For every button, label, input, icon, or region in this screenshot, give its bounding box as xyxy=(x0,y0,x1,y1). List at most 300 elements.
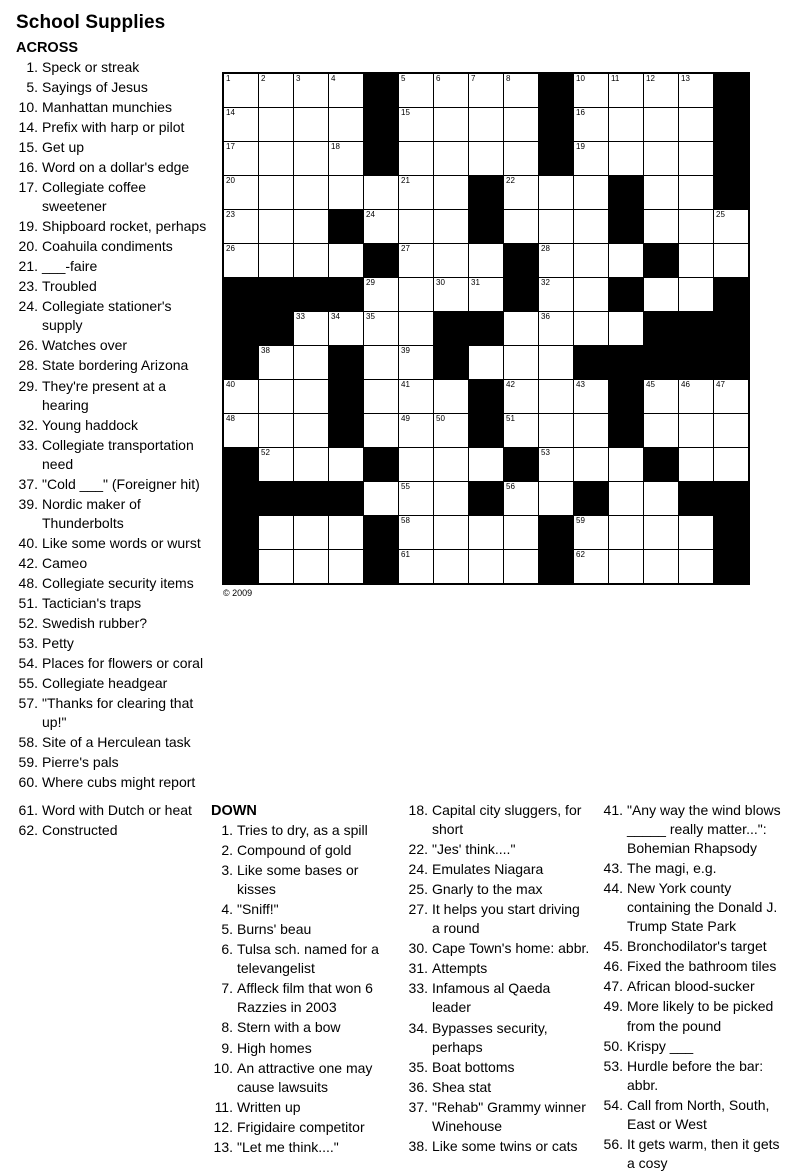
grid-cell-number: 48 xyxy=(226,414,235,423)
grid-cell[interactable] xyxy=(574,210,609,244)
grid-cell[interactable] xyxy=(399,448,434,482)
clue-item xyxy=(16,614,210,633)
clue-item xyxy=(601,801,786,858)
grid-cell-number: 8 xyxy=(506,74,511,83)
grid-cell-block xyxy=(469,414,504,448)
clue-item xyxy=(211,940,396,978)
grid-cell[interactable] xyxy=(469,142,504,176)
grid-cell[interactable] xyxy=(469,244,504,278)
grid-cell-block xyxy=(469,312,504,346)
grid-cell[interactable] xyxy=(294,142,329,176)
grid-cell[interactable] xyxy=(574,73,609,108)
grid-cell[interactable] xyxy=(223,142,259,176)
crossword-page xyxy=(0,12,800,1171)
grid-cell[interactable] xyxy=(504,550,539,585)
grid-cell[interactable] xyxy=(434,176,469,210)
grid-cell[interactable] xyxy=(679,210,714,244)
grid-cell-number: 47 xyxy=(716,380,725,389)
clue-item xyxy=(16,821,201,840)
clue-number: 43. xyxy=(603,860,623,877)
grid-cell-number: 11 xyxy=(611,74,620,83)
grid-cell[interactable] xyxy=(574,414,609,448)
grid-cell[interactable] xyxy=(259,142,294,176)
grid-cell[interactable] xyxy=(539,414,574,448)
clue-item xyxy=(601,1135,786,1173)
grid-row xyxy=(223,142,749,176)
grid-cell[interactable] xyxy=(364,346,399,380)
grid-cell-block xyxy=(223,312,259,346)
grid-cell[interactable] xyxy=(574,380,609,414)
clue-text: Cameo xyxy=(42,554,88,571)
grid-cell[interactable] xyxy=(399,73,434,108)
clue-item xyxy=(16,416,210,435)
clue-number: 58. xyxy=(18,734,38,751)
grid-cell[interactable] xyxy=(644,278,679,312)
grid-cell-number: 30 xyxy=(436,278,445,287)
grid-cell-number: 41 xyxy=(401,380,410,389)
grid-cell-block xyxy=(539,142,574,176)
grid-cell[interactable] xyxy=(504,73,539,108)
clue-item xyxy=(16,138,210,157)
grid-cell[interactable] xyxy=(294,73,329,108)
grid-cell-number: 24 xyxy=(366,210,375,219)
grid-cell-number: 36 xyxy=(541,312,550,321)
grid-cell-number: 20 xyxy=(226,176,235,185)
clue-text: Nordic maker of Thunderbolts xyxy=(42,495,141,531)
down-clue-list-part3 xyxy=(601,801,786,1173)
grid-cell[interactable] xyxy=(364,482,399,516)
grid-cell[interactable] xyxy=(504,380,539,414)
grid-cell[interactable] xyxy=(294,108,329,142)
clue-item xyxy=(406,801,591,839)
grid-cell[interactable] xyxy=(259,244,294,278)
clue-text: Emulates Niagara xyxy=(432,861,544,878)
grid-cell-block xyxy=(714,346,750,380)
grid-cell-number: 6 xyxy=(436,74,441,83)
grid-cell[interactable] xyxy=(329,312,364,346)
grid-cell[interactable] xyxy=(679,142,714,176)
grid-cell-number: 51 xyxy=(506,414,515,423)
grid-cell[interactable] xyxy=(644,380,679,414)
clue-item xyxy=(211,1039,396,1058)
grid-cell[interactable] xyxy=(434,482,469,516)
grid-cell-number: 39 xyxy=(401,346,410,355)
grid-cell-block xyxy=(223,516,259,550)
clue-number: 18. xyxy=(408,802,428,819)
grid-cell[interactable] xyxy=(609,550,644,585)
grid-cell[interactable] xyxy=(259,414,294,448)
grid-cell-number: 50 xyxy=(436,414,445,423)
grid-cell[interactable] xyxy=(434,210,469,244)
grid-cell-block xyxy=(644,244,679,278)
grid-cell[interactable] xyxy=(259,516,294,550)
down-clues-column-1 xyxy=(211,801,406,1158)
grid-cell[interactable] xyxy=(679,176,714,210)
grid-cell-number: 28 xyxy=(541,244,550,253)
grid-cell[interactable] xyxy=(259,346,294,380)
grid-cell[interactable] xyxy=(679,108,714,142)
grid-cell[interactable] xyxy=(504,312,539,346)
clue-number: 49. xyxy=(603,998,623,1015)
grid-cell-number: 43 xyxy=(576,380,585,389)
grid-cell[interactable] xyxy=(329,244,364,278)
grid-cell[interactable] xyxy=(679,550,714,585)
grid-cell[interactable] xyxy=(679,278,714,312)
grid-cell-block xyxy=(364,550,399,585)
grid-cell[interactable] xyxy=(679,244,714,278)
grid-cell[interactable] xyxy=(679,73,714,108)
grid-cell[interactable] xyxy=(469,346,504,380)
grid-cell[interactable] xyxy=(714,448,750,482)
clue-number: 5. xyxy=(26,79,38,96)
grid-cell-block xyxy=(223,448,259,482)
clue-text: Coahuila condiments xyxy=(42,238,173,255)
crossword-grid[interactable] xyxy=(222,72,750,585)
grid-cell[interactable] xyxy=(294,346,329,380)
grid-cell-block xyxy=(504,278,539,312)
grid-cell[interactable] xyxy=(399,278,434,312)
clue-text: Get up xyxy=(42,139,85,156)
grid-cell[interactable] xyxy=(399,108,434,142)
grid-cell-block xyxy=(329,210,364,244)
grid-cell-number: 13 xyxy=(681,74,690,83)
grid-cell[interactable] xyxy=(504,346,539,380)
grid-cell[interactable] xyxy=(644,516,679,550)
grid-cell[interactable] xyxy=(574,108,609,142)
clue-number: 40. xyxy=(18,534,38,551)
clue-item xyxy=(406,1098,591,1136)
grid-cell[interactable] xyxy=(539,210,574,244)
clue-number: 24. xyxy=(18,298,38,315)
grid-cell[interactable] xyxy=(364,210,399,244)
grid-cell[interactable] xyxy=(223,380,259,414)
grid-cell-block xyxy=(609,176,644,210)
clue-text: Like some twins or cats xyxy=(432,1137,578,1154)
clue-number: 10. xyxy=(213,1059,233,1076)
clue-text: African blood-sucker xyxy=(627,978,755,995)
grid-cell[interactable] xyxy=(294,550,329,585)
clue-number: 22. xyxy=(408,841,428,858)
clue-text: Site of a Herculean task xyxy=(42,734,191,751)
grid-cell-block xyxy=(259,278,294,312)
grid-cell[interactable] xyxy=(714,414,750,448)
clue-number: 53. xyxy=(603,1057,623,1074)
grid-row xyxy=(223,278,749,312)
grid-cell[interactable] xyxy=(609,516,644,550)
clue-number: 9. xyxy=(221,1039,233,1056)
grid-cell-number: 61 xyxy=(401,550,410,559)
clue-text: Tulsa sch. named for a televangelist xyxy=(237,941,379,977)
clue-item xyxy=(16,674,210,693)
grid-cell-block xyxy=(539,73,574,108)
clue-text: Collegiate headgear xyxy=(42,674,168,691)
clue-number: 57. xyxy=(18,695,38,711)
clue-number: 41. xyxy=(603,802,623,819)
grid-cell-block xyxy=(329,414,364,448)
clue-item xyxy=(16,554,210,573)
grid-cell[interactable] xyxy=(364,380,399,414)
grid-cell[interactable] xyxy=(434,414,469,448)
clue-text: Constructed xyxy=(42,822,118,839)
grid-cell[interactable] xyxy=(504,210,539,244)
grid-cell[interactable] xyxy=(223,176,259,210)
clue-text: It helps you start driving a round xyxy=(432,901,580,937)
grid-cell[interactable] xyxy=(399,142,434,176)
grid-cell[interactable] xyxy=(259,210,294,244)
grid-cell[interactable] xyxy=(364,414,399,448)
clue-item xyxy=(16,694,210,732)
grid-cell[interactable] xyxy=(329,448,364,482)
clue-number: 8. xyxy=(221,1019,233,1036)
grid-cell-number: 3 xyxy=(296,74,301,83)
grid-cell-number: 5 xyxy=(401,74,406,83)
grid-cell[interactable] xyxy=(644,482,679,516)
grid-cell-block xyxy=(364,244,399,278)
grid-cell[interactable] xyxy=(469,516,504,550)
clue-text: Word with Dutch or heat xyxy=(42,802,192,819)
clue-number: 51. xyxy=(18,594,38,611)
grid-cell[interactable] xyxy=(399,482,434,516)
clue-item xyxy=(211,821,396,840)
clue-text: Places for flowers or coral xyxy=(42,654,204,671)
grid-cell[interactable] xyxy=(504,516,539,550)
grid-cell[interactable] xyxy=(644,108,679,142)
grid-cell[interactable] xyxy=(434,380,469,414)
clue-text: Like some words or wurst xyxy=(42,534,201,551)
grid-cell[interactable] xyxy=(469,278,504,312)
grid-cell[interactable] xyxy=(504,414,539,448)
grid-cell[interactable] xyxy=(539,346,574,380)
grid-cell[interactable] xyxy=(399,176,434,210)
grid-cell[interactable] xyxy=(434,550,469,585)
grid-cell[interactable] xyxy=(679,414,714,448)
clue-item xyxy=(16,634,210,653)
grid-cell[interactable] xyxy=(609,108,644,142)
grid-cell[interactable] xyxy=(294,448,329,482)
grid-cell[interactable] xyxy=(223,414,259,448)
grid-cell[interactable] xyxy=(679,380,714,414)
grid-cell[interactable] xyxy=(259,448,294,482)
grid-cell[interactable] xyxy=(714,244,750,278)
grid-cell[interactable] xyxy=(399,414,434,448)
grid-cell[interactable] xyxy=(574,516,609,550)
grid-cell[interactable] xyxy=(469,108,504,142)
clue-number: 19. xyxy=(18,218,38,235)
grid-cell[interactable] xyxy=(294,516,329,550)
grid-cell[interactable] xyxy=(539,380,574,414)
clue-text: More likely to be picked from the pound xyxy=(627,998,774,1034)
grid-cell[interactable] xyxy=(574,244,609,278)
clue-item xyxy=(16,475,210,494)
grid-cell[interactable] xyxy=(539,176,574,210)
clue-number: 2. xyxy=(221,842,233,859)
grid-cell[interactable] xyxy=(399,244,434,278)
grid-cell[interactable] xyxy=(259,176,294,210)
clue-number: 13. xyxy=(213,1138,233,1155)
grid-cell[interactable] xyxy=(644,176,679,210)
grid-cell-block xyxy=(644,448,679,482)
grid-cell[interactable] xyxy=(539,312,574,346)
grid-cell[interactable] xyxy=(609,482,644,516)
clue-item xyxy=(211,1059,396,1097)
clue-text: Swedish rubber? xyxy=(42,614,148,631)
grid-cell[interactable] xyxy=(539,448,574,482)
grid-cell[interactable] xyxy=(504,142,539,176)
grid-cell[interactable] xyxy=(294,176,329,210)
grid-cell[interactable] xyxy=(364,176,399,210)
clue-item xyxy=(601,957,786,976)
grid-cell[interactable] xyxy=(434,516,469,550)
grid-cell[interactable] xyxy=(329,108,364,142)
grid-cell[interactable] xyxy=(434,142,469,176)
clue-item xyxy=(406,860,591,879)
grid-cell[interactable] xyxy=(329,550,364,585)
grid-cell[interactable] xyxy=(434,448,469,482)
grid-cell[interactable] xyxy=(329,73,364,108)
grid-cell-number: 35 xyxy=(366,312,375,321)
grid-cell[interactable] xyxy=(399,346,434,380)
grid-cell-block xyxy=(329,380,364,414)
grid-cell[interactable] xyxy=(329,142,364,176)
clue-item xyxy=(211,1138,396,1157)
grid-cell[interactable] xyxy=(504,176,539,210)
grid-cell[interactable] xyxy=(644,73,679,108)
clue-item xyxy=(16,733,210,752)
clue-item xyxy=(16,594,210,613)
grid-cell-block xyxy=(329,346,364,380)
grid-cell[interactable] xyxy=(609,448,644,482)
clue-text: Boat bottoms xyxy=(432,1058,515,1075)
grid-cell[interactable] xyxy=(399,312,434,346)
grid-cell[interactable] xyxy=(574,448,609,482)
clue-text: Collegiate transportation need xyxy=(42,436,194,472)
grid-cell[interactable] xyxy=(574,278,609,312)
grid-cell[interactable] xyxy=(539,278,574,312)
grid-cell[interactable] xyxy=(434,278,469,312)
grid-cell[interactable] xyxy=(294,414,329,448)
grid-cell[interactable] xyxy=(574,176,609,210)
grid-cell[interactable] xyxy=(574,550,609,585)
grid-cell[interactable] xyxy=(399,210,434,244)
grid-cell[interactable] xyxy=(644,550,679,585)
clue-text: Affleck film that won 6 Razzies in 2003 xyxy=(237,980,373,1016)
grid-cell-block xyxy=(714,73,750,108)
grid-cell-number: 25 xyxy=(716,210,725,219)
grid-cell[interactable] xyxy=(539,482,574,516)
clue-text: Young haddock xyxy=(42,416,139,433)
grid-cell[interactable] xyxy=(259,380,294,414)
grid-cell[interactable] xyxy=(609,142,644,176)
grid-cell[interactable] xyxy=(539,244,574,278)
clue-number: 24. xyxy=(408,861,428,878)
clue-item xyxy=(16,78,210,97)
grid-cell-block xyxy=(259,312,294,346)
grid-cell[interactable] xyxy=(609,73,644,108)
clue-text: Bypasses security, perhaps xyxy=(432,1019,548,1055)
clue-text: Infamous al Qaeda leader xyxy=(432,980,551,1016)
grid-row xyxy=(223,380,749,414)
grid-cell[interactable] xyxy=(399,516,434,550)
grid-cell[interactable] xyxy=(223,73,259,108)
clue-number: 6. xyxy=(221,941,233,958)
clue-item xyxy=(406,959,591,978)
grid-cell[interactable] xyxy=(294,244,329,278)
grid-cell[interactable] xyxy=(329,176,364,210)
grid-cell[interactable] xyxy=(679,516,714,550)
grid-cell-number: 4 xyxy=(331,74,336,83)
grid-cell[interactable] xyxy=(644,142,679,176)
grid-cell[interactable] xyxy=(609,312,644,346)
clue-number: 54. xyxy=(18,654,38,671)
grid-cell-block xyxy=(504,448,539,482)
grid-cell[interactable] xyxy=(609,244,644,278)
clue-text: Shea stat xyxy=(432,1078,492,1095)
grid-cell[interactable] xyxy=(399,550,434,585)
grid-cell[interactable] xyxy=(259,108,294,142)
clue-item xyxy=(211,979,396,1017)
grid-cell-number: 56 xyxy=(506,482,515,491)
grid-cell[interactable] xyxy=(644,210,679,244)
grid-cell[interactable] xyxy=(679,448,714,482)
grid-row xyxy=(223,516,749,550)
grid-cell[interactable] xyxy=(714,210,750,244)
top-section xyxy=(0,38,800,793)
grid-cell[interactable] xyxy=(434,108,469,142)
grid-cell[interactable] xyxy=(399,380,434,414)
grid-cell-number: 23 xyxy=(226,210,235,219)
grid-cell[interactable] xyxy=(574,142,609,176)
clue-item xyxy=(211,1118,396,1137)
grid-row xyxy=(223,176,749,210)
grid-cell[interactable] xyxy=(504,482,539,516)
grid-cell[interactable] xyxy=(469,73,504,108)
grid-cell[interactable] xyxy=(259,550,294,585)
grid-cell[interactable] xyxy=(434,73,469,108)
grid-cell[interactable] xyxy=(469,448,504,482)
clue-number: 21. xyxy=(18,258,38,275)
grid-cell[interactable] xyxy=(644,414,679,448)
grid-cell[interactable] xyxy=(504,108,539,142)
grid-cell-number: 45 xyxy=(646,380,655,389)
grid-cell[interactable] xyxy=(294,380,329,414)
clue-number: 35. xyxy=(408,1058,428,1075)
grid-row xyxy=(223,414,749,448)
grid-cell[interactable] xyxy=(223,244,259,278)
grid-cell[interactable] xyxy=(364,312,399,346)
grid-cell[interactable] xyxy=(223,210,259,244)
grid-cell-block xyxy=(609,414,644,448)
clue-text: Petty xyxy=(42,634,74,651)
clue-text: State bordering Arizona xyxy=(42,357,189,374)
grid-cell-number: 7 xyxy=(471,74,476,83)
grid-cell[interactable] xyxy=(294,210,329,244)
grid-cell[interactable] xyxy=(294,312,329,346)
grid-cell[interactable] xyxy=(329,516,364,550)
grid-cell[interactable] xyxy=(259,73,294,108)
grid-cell[interactable] xyxy=(364,278,399,312)
clue-number: 4. xyxy=(221,901,233,918)
clue-item xyxy=(16,356,210,375)
grid-cell[interactable] xyxy=(574,312,609,346)
grid-cell[interactable] xyxy=(223,108,259,142)
grid-cell[interactable] xyxy=(469,550,504,585)
clue-item xyxy=(601,879,786,936)
grid-cell-block xyxy=(644,346,679,380)
clue-item xyxy=(16,237,210,256)
grid-cell[interactable] xyxy=(434,244,469,278)
clue-text: Hurdle before the bar: abbr. xyxy=(627,1057,764,1093)
grid-cell[interactable] xyxy=(714,380,750,414)
